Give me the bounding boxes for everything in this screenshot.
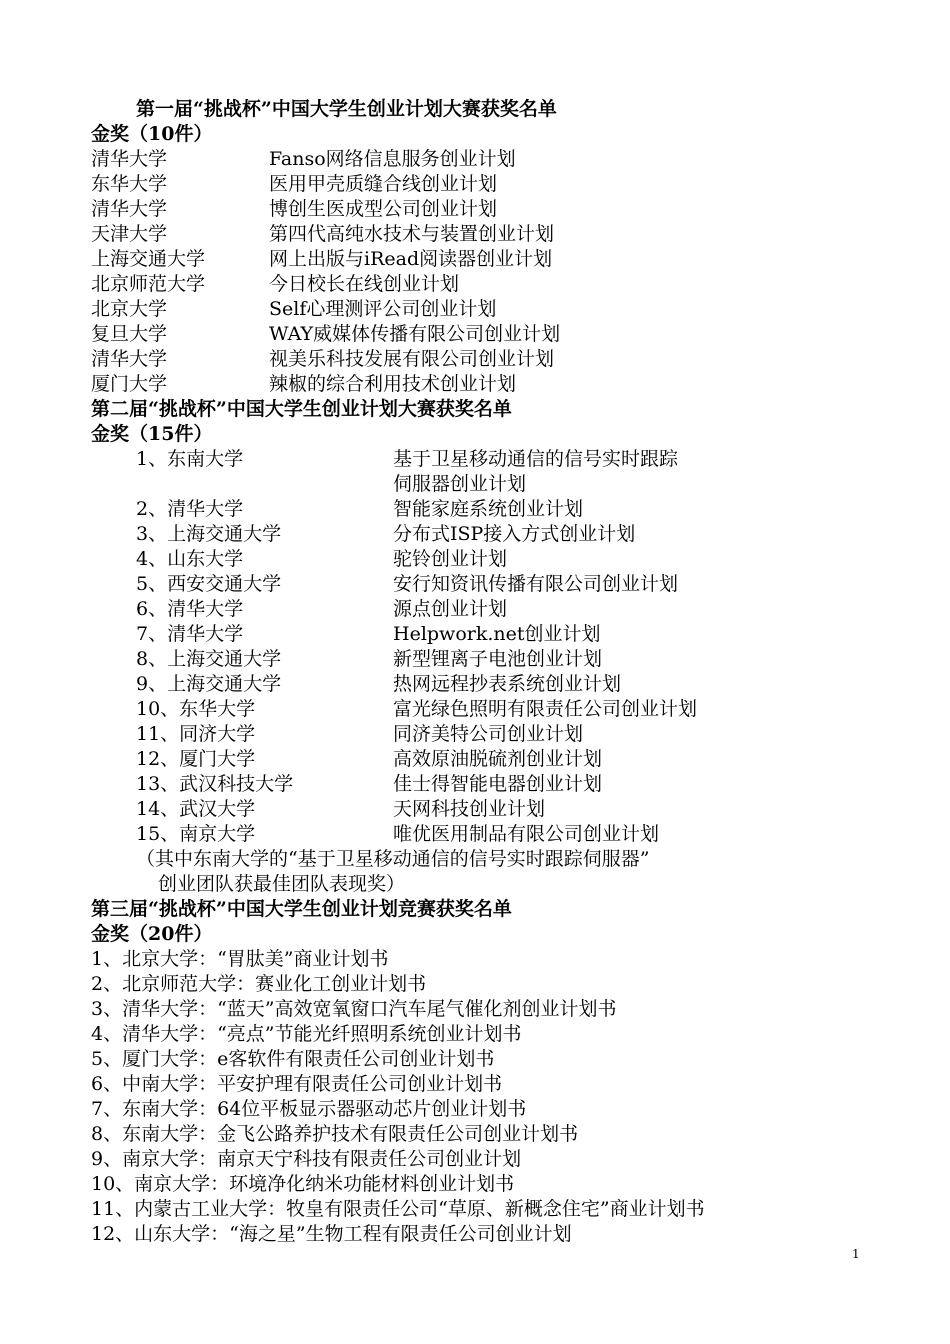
list-item-project-continued: 伺服器创业计划 (393, 473, 527, 495)
section2-title: 第二届“挑战杯”中国大学生创业计划大赛获奖名单 (91, 398, 512, 420)
list-item-school: 8、上海交通大学 (136, 648, 282, 670)
page-number: 1 (852, 1247, 860, 1261)
section2-note-continued: 创业团队获最佳团队表现奖） (158, 873, 406, 895)
list-item-project: 高效原油脱硫剂创业计划 (393, 748, 603, 770)
list-item-project: 网上出版与iRead阅读器创业计划 (269, 248, 553, 270)
section2-gold-heading: 金奖（15件） (91, 423, 213, 445)
list-item-project: 辣椒的综合利用技术创业计划 (269, 373, 517, 395)
list-item: 5、厦门大学：e客软件有限责任公司创业计划书 (91, 1048, 495, 1070)
list-item-school: 清华大学 (91, 148, 168, 170)
list-item: 8、东南大学：金飞公路养护技术有限责任公司创业计划书 (91, 1123, 579, 1145)
list-item-school: 北京师范大学 (91, 273, 206, 295)
list-item-school: 1、东南大学 (136, 448, 244, 470)
list-item-project: 基于卫星移动通信的信号实时跟踪 (393, 448, 679, 470)
list-item: 7、东南大学：64位平板显示器驱动芯片创业计划书 (91, 1098, 527, 1120)
list-item-school: 13、武汉科技大学 (136, 773, 294, 795)
list-item-project: 源点创业计划 (393, 598, 508, 620)
list-item-school: 复旦大学 (91, 323, 168, 345)
list-item-school: 清华大学 (91, 348, 168, 370)
list-item-project: 医用甲壳质缝合线创业计划 (269, 173, 498, 195)
list-item-project: 智能家庭系统创业计划 (393, 498, 584, 520)
section3-gold-heading: 金奖（20件） (91, 923, 213, 945)
list-item-project: 唯优医用制品有限公司创业计划 (393, 823, 660, 845)
list-item-project: 热网远程抄表系统创业计划 (393, 673, 622, 695)
list-item-school: 4、山东大学 (136, 548, 244, 570)
list-item: 1、北京大学：“胃肽美”商业计划书 (91, 948, 389, 970)
list-item-school: 北京大学 (91, 298, 168, 320)
list-item-school: 12、厦门大学 (136, 748, 256, 770)
list-item-school: 6、清华大学 (136, 598, 244, 620)
list-item: 4、清华大学：“亮点”节能光纤照明系统创业计划书 (91, 1023, 522, 1045)
list-item-school: 天津大学 (91, 223, 168, 245)
list-item-school: 11、同济大学 (136, 723, 256, 745)
list-item-school: 10、东华大学 (136, 698, 256, 720)
list-item-school: 厦门大学 (91, 373, 168, 395)
list-item-school: 14、武汉大学 (136, 798, 256, 820)
list-item-project: 今日校长在线创业计划 (269, 273, 460, 295)
list-item-school: 东华大学 (91, 173, 168, 195)
list-item-school: 5、西安交通大学 (136, 573, 282, 595)
list-item-project: 安行知资讯传播有限公司创业计划 (393, 573, 679, 595)
section1-title: 第一届“挑战杯”中国大学生创业计划大赛获奖名单 (136, 98, 557, 120)
list-item-project: 第四代高纯水技术与装置创业计划 (269, 223, 555, 245)
list-item-school: 2、清华大学 (136, 498, 244, 520)
list-item-school: 9、上海交通大学 (136, 673, 282, 695)
list-item: 2、北京师范大学：赛业化工创业计划书 (91, 973, 427, 995)
list-item-project: Helpwork.net创业计划 (393, 623, 601, 645)
list-item-project: 天网科技创业计划 (393, 798, 546, 820)
list-item-school: 7、清华大学 (136, 623, 244, 645)
list-item-project: 新型锂离子电池创业计划 (393, 648, 603, 670)
list-item-project: 富光绿色照明有限责任公司创业计划 (393, 698, 698, 720)
list-item: 6、中南大学：平安护理有限责任公司创业计划书 (91, 1073, 503, 1095)
section1-gold-heading: 金奖（10件） (91, 123, 213, 145)
list-item-project: 驼铃创业计划 (393, 548, 508, 570)
list-item: 12、山东大学：“海之星”生物工程有限责任公司创业计划 (91, 1223, 572, 1245)
list-item: 3、清华大学：“蓝天”高效宽氧窗口汽车尾气催化剂创业计划书 (91, 998, 617, 1020)
list-item-project: Fanso网络信息服务创业计划 (269, 148, 516, 170)
list-item-project: 佳士得智能电器创业计划 (393, 773, 603, 795)
list-item-project: 博创生医成型公司创业计划 (269, 198, 498, 220)
list-item-school: 15、南京大学 (136, 823, 256, 845)
section3-title: 第三届“挑战杯”中国大学生创业计划竞赛获奖名单 (91, 898, 512, 920)
section2-note: （其中东南大学的“基于卫星移动通信的信号实时跟踪伺服器” (136, 848, 650, 870)
list-item: 11、内蒙古工业大学：牧皇有限责任公司“草原、新概念住宅”商业计划书 (91, 1198, 705, 1220)
list-item-project: 分布式ISP接入方式创业计划 (393, 523, 636, 545)
list-item-project: 同济美特公司创业计划 (393, 723, 584, 745)
list-item-school: 清华大学 (91, 198, 168, 220)
list-item: 10、南京大学：环境净化纳米功能材料创业计划书 (91, 1173, 515, 1195)
list-item: 9、南京大学：南京天宁科技有限责任公司创业计划 (91, 1148, 522, 1170)
list-item-project: Self心理测评公司创业计划 (269, 298, 497, 320)
list-item-project: WAY威媒体传播有限公司创业计划 (269, 323, 561, 345)
list-item-school: 3、上海交通大学 (136, 523, 282, 545)
list-item-project: 视美乐科技发展有限公司创业计划 (269, 348, 555, 370)
list-item-school: 上海交通大学 (91, 248, 206, 270)
